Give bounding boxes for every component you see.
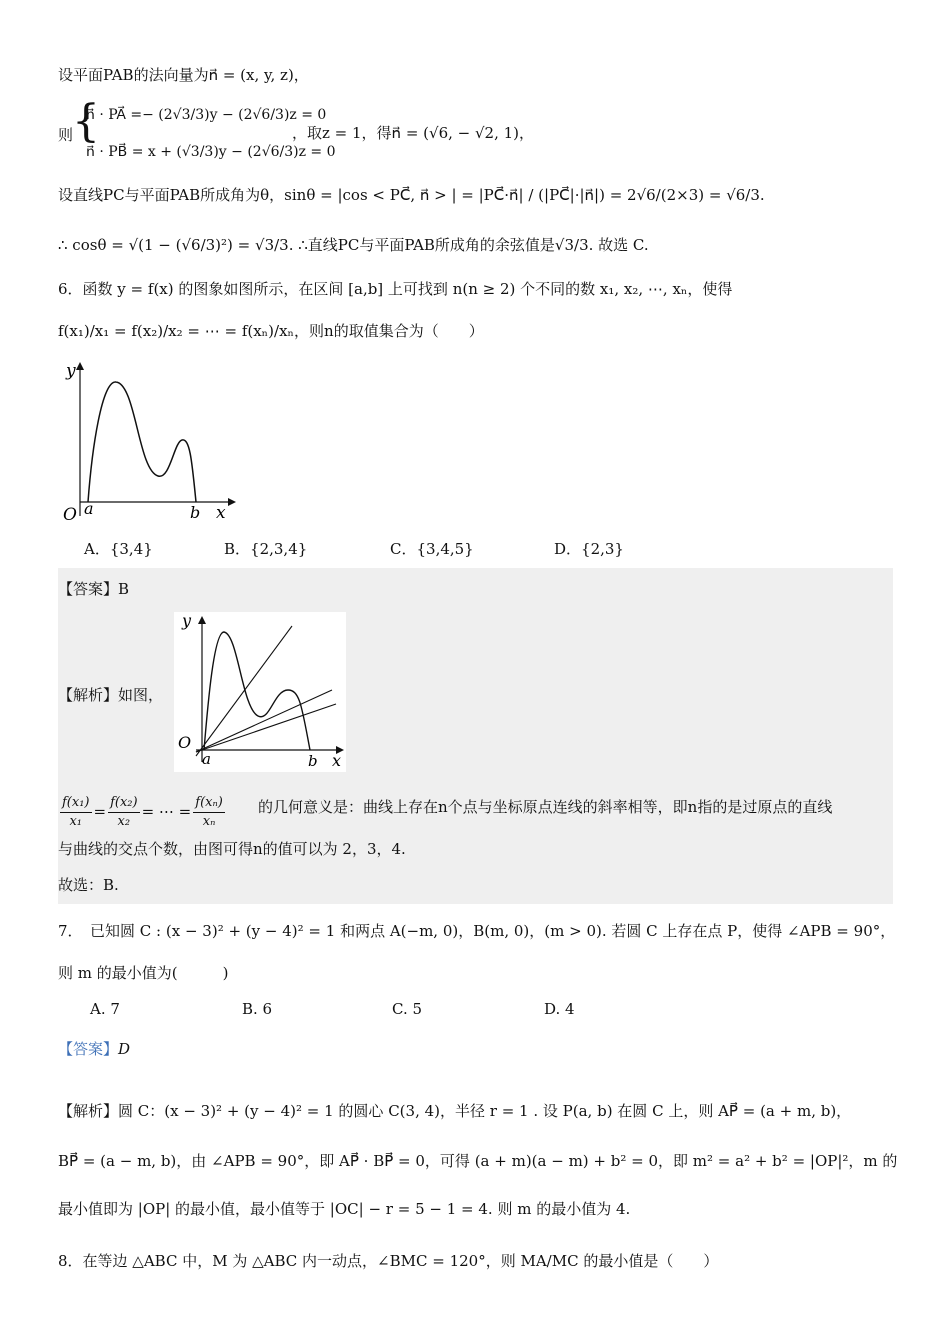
q6-answer: 【答案】B <box>58 580 130 598</box>
analysis-a-label: a <box>202 750 211 768</box>
q6-analysis-text-2: 与曲线的交点个数，由图可得n的值可以为 2，3，4. <box>58 840 406 858</box>
graph-y-label: y <box>66 361 76 381</box>
q7-analysis-2: BP⃗ = (a − m, b)，由 ∠APB = 90°，即 AP⃗ · BP⃗ = 0，可得 (a + m)(a − m) + b² = 0，即 m² = a² + b² = |OP|²，m 的 <box>58 1152 898 1170</box>
q6-stem: 6．函数 y = f(x) 的图象如图所示，在区间 [a,b] 上可找到 n(n ≥ 2) 个不同的数 x₁, x₂, ⋯, xₙ，使得 <box>58 280 733 298</box>
q7-option-c[interactable]: C. 5 <box>392 1000 423 1018</box>
q6-analysis-graph <box>174 612 346 772</box>
q7-answer <box>58 1038 130 1060</box>
analysis-b-label: b <box>308 752 318 770</box>
q7-option-d[interactable]: D. 4 <box>544 1000 575 1018</box>
analysis-origin-label: O <box>178 733 192 752</box>
graph-b-label: b <box>190 503 201 522</box>
normal-vector-line: 设平面PAB的法向量为n⃗ = (x, y, z)， <box>58 66 309 84</box>
q7-answer-value: D <box>118 1040 131 1058</box>
cosine-angle-line: ∴ cosθ = √(1 − (√6/3)²) = √3/3. ∴直线PC与平面PAB所成角的余弦值是√3/3. 故选 C. <box>58 236 649 254</box>
q6-function-graph <box>58 358 238 526</box>
q7-option-b[interactable]: B. 6 <box>242 1000 273 1018</box>
q8-stem: 8．在等边 △ABC 中，M 为 △ABC 内一动点，∠BMC = 120°，则 MA/MC 的最小值是（ ） <box>58 1252 719 1270</box>
equation-2: n⃗ · PB⃗ = x + (√3/3)y − (2√6/3)z = 0 <box>86 144 336 160</box>
q7-option-a[interactable]: A. 7 <box>90 1000 120 1018</box>
graph-a-label: a <box>84 499 94 518</box>
q7-stem-1: 7． 已知圆 C : (x − 3)² + (y − 4)² = 1 和两点 A(−m, 0)，B(m, 0)，(m > 0). 若圆 C 上存在点 P，使得 ∠APB = 90°， <box>58 922 896 940</box>
q6-analysis-text-1: 的几何意义是：曲线上存在n个点与坐标原点连线的斜率相等，即n指的是过原点的直线 <box>258 798 833 816</box>
q7-analysis-1: 【解析】圆 C：(x − 3)² + (y − 4)² = 1 的圆心 C(3, 4)，半径 r = 1 . 设 P(a, b) 在圆 C 上，则 AP⃗ = (a + m, b)， <box>58 1102 852 1120</box>
q6-option-d[interactable]: D．{2,3} <box>554 540 624 558</box>
equation-suffix: ，取z = 1，得n⃗ = (√6, − √2, 1)， <box>292 124 535 142</box>
system-brace: { <box>72 96 100 147</box>
q6-analysis-label: 【解析】如图， <box>58 686 164 704</box>
q6-condition: f(x₁)/x₁ = f(x₂)/x₂ = ⋯ = f(xₙ)/xₙ，则n的取值集合为（ ） <box>58 322 484 340</box>
q6-option-c[interactable]: C．{3,4,5} <box>390 540 474 558</box>
equation-prefix: 则 <box>58 126 74 144</box>
q7-stem-2: 则 m 的最小值为( ) <box>58 964 229 982</box>
analysis-x-label: x <box>332 751 342 770</box>
graph-origin-label: O <box>63 505 77 525</box>
equation-1: n⃗ · PA⃗ =− (2√3/3)y − (2√6/3)z = 0 <box>86 107 327 123</box>
q6-option-a[interactable]: A．{3,4} <box>84 540 153 558</box>
sine-angle-line: 设直线PC与平面PAB所成角为θ，sinθ = |cos < PC⃗, n⃗ > | = |PC⃗·n⃗| / (|PC⃗|·|n⃗|) = 2√6/(2×3) = √6/3. <box>58 186 765 204</box>
analysis-y-label: y <box>182 612 192 630</box>
q6-conclusion: 故选：B. <box>58 876 119 894</box>
q6-option-b[interactable]: B．{2,3,4} <box>224 540 308 558</box>
q7-analysis-3: 最小值即为 |OP| 的最小值，最小值等于 |OC| − r = 5 − 1 = 4. 则 m 的最小值为 4. <box>58 1200 631 1218</box>
q6-analysis-ratio: $\frac{\text{f(x₁)}}{\text{x₁}}$ = $\frac{\text{f(x₂)}}{\text{x₂}}$ = ⋯ = $\frac{\text{f(xₙ)}}{\text{xₙ}}$ <box>62 795 223 829</box>
q7-answer-label: 【答案】 <box>58 1040 119 1058</box>
graph-x-label: x <box>216 503 226 523</box>
